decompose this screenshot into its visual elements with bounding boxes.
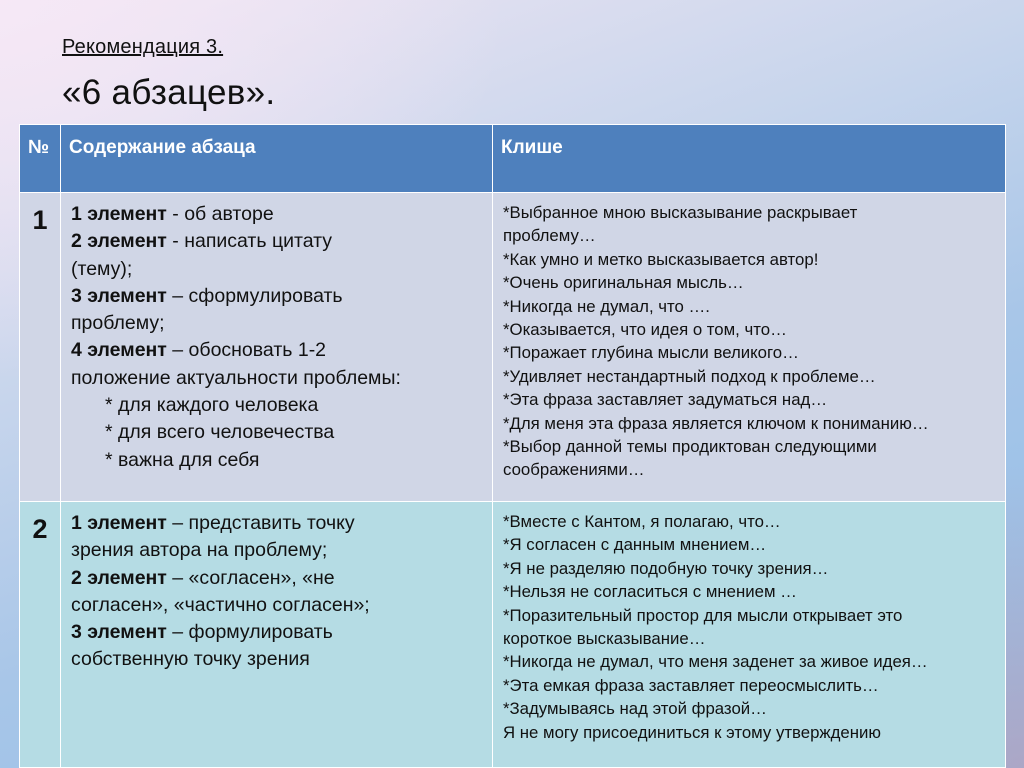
element-text: – обосновать 1-2 [166, 339, 327, 362]
cliche-line: *Я не разделяю подобную точку зрения… [503, 558, 829, 578]
row-cliche [493, 502, 1006, 768]
element-label: 2 элемент [71, 230, 167, 253]
element-text: положение актуальности проблемы: [71, 366, 401, 389]
table-header-row [20, 125, 1006, 193]
content-line [71, 201, 486, 228]
content-line [71, 228, 486, 255]
cliche-line: *Нельзя не согласиться с мнением … [503, 582, 797, 602]
element-text: – сформулировать [166, 284, 343, 307]
cliche-line: *Оказывается, что идея о том, что… [503, 320, 787, 340]
content-line [71, 447, 486, 474]
header-cliche: Клише [493, 125, 1006, 193]
element-label: 2 элемент [71, 566, 167, 589]
content-line [71, 592, 486, 619]
row-content [61, 502, 493, 768]
element-text: собственную точку зрения [71, 648, 310, 671]
content-line [71, 419, 486, 446]
element-text: * для всего человечества [105, 421, 335, 444]
cliche-line: *Удивляет нестандартный подход к проблеме… [503, 366, 876, 386]
cliche-line: *Эта емкая фраза заставляет переосмыслить… [503, 675, 879, 695]
row-content [61, 193, 493, 502]
cliche-line: *Поражает глубина мысли великого… [503, 343, 799, 363]
cliche-line: *Эта фраза заставляет задуматься над… [503, 390, 828, 410]
table-row [20, 193, 1006, 502]
paragraph-table [19, 124, 1006, 768]
element-text: зрения автора на проблему; [71, 539, 328, 562]
element-text: * для каждого человека [105, 394, 319, 417]
element-text: * важна для себя [105, 448, 260, 471]
element-text: – представить точку [166, 512, 355, 534]
row-cliche [493, 193, 1006, 502]
element-text: – формулировать [166, 621, 333, 644]
cliche-line: *Задумываясь над этой фразой… [503, 699, 767, 719]
element-text: проблему; [71, 312, 165, 335]
element-text: - написать цитату [166, 230, 333, 253]
content-line [71, 310, 486, 337]
row-number: 1 [20, 193, 61, 502]
content-line [71, 283, 486, 310]
cliche-line: *Как умно и метко высказывается автор! [503, 249, 819, 269]
cliche-line: *Очень оригинальная мысль… [503, 273, 744, 293]
cliche-line: *Никогда не думал, что меня заденет за живое идея… [503, 652, 928, 672]
content-line [71, 646, 486, 673]
element-label: 1 элемент [71, 203, 167, 225]
cliche-line: *Я согласен с данным мнением… [503, 535, 767, 555]
element-label: 4 элемент [71, 339, 167, 362]
element-text: - об авторе [166, 203, 274, 225]
element-text: согласен», «частично согласен»; [71, 593, 370, 616]
content-line [71, 365, 486, 392]
table-row [20, 502, 1006, 768]
cliche-line: *Выбор данной темы продиктован следующими [503, 437, 877, 457]
element-label: 3 элемент [71, 621, 167, 644]
cliche-line: Я не могу присоединиться к этому утверждению [503, 722, 881, 742]
cliche-line: *Для меня эта фраза является ключом к пониманию… [503, 413, 929, 433]
header-content: Содержание абзаца [61, 125, 493, 193]
slide-header [62, 36, 275, 113]
content-line [71, 510, 486, 537]
element-label: 1 элемент [71, 512, 167, 534]
element-label: 3 элемент [71, 284, 167, 307]
content-line [71, 619, 486, 646]
cliche-line: *Поразительный простор для мысли открывает это [503, 605, 903, 625]
cliche-line: *Вместе с Кантом, я полагаю, что… [503, 512, 781, 531]
cliche-line: *Выбранное мною высказывание раскрывает [503, 203, 858, 222]
cliche-line: *Никогда не думал, что …. [503, 296, 710, 316]
content-line [71, 537, 486, 564]
cliche-line: проблему… [503, 226, 596, 246]
slide-title: «6 абзацев». [62, 73, 276, 112]
cliche-line: короткое высказывание… [503, 629, 706, 649]
content-line [71, 565, 486, 592]
cliche-line: соображениями… [503, 460, 645, 480]
slide-subtitle: Рекомендация 3. [62, 36, 224, 58]
row-number: 2 [20, 502, 61, 768]
content-line [71, 337, 486, 364]
content-line [71, 392, 486, 419]
element-text: – «согласен», «не [166, 566, 335, 589]
element-text: (тему); [71, 257, 133, 280]
header-number: № [20, 125, 61, 193]
content-line [71, 256, 486, 283]
